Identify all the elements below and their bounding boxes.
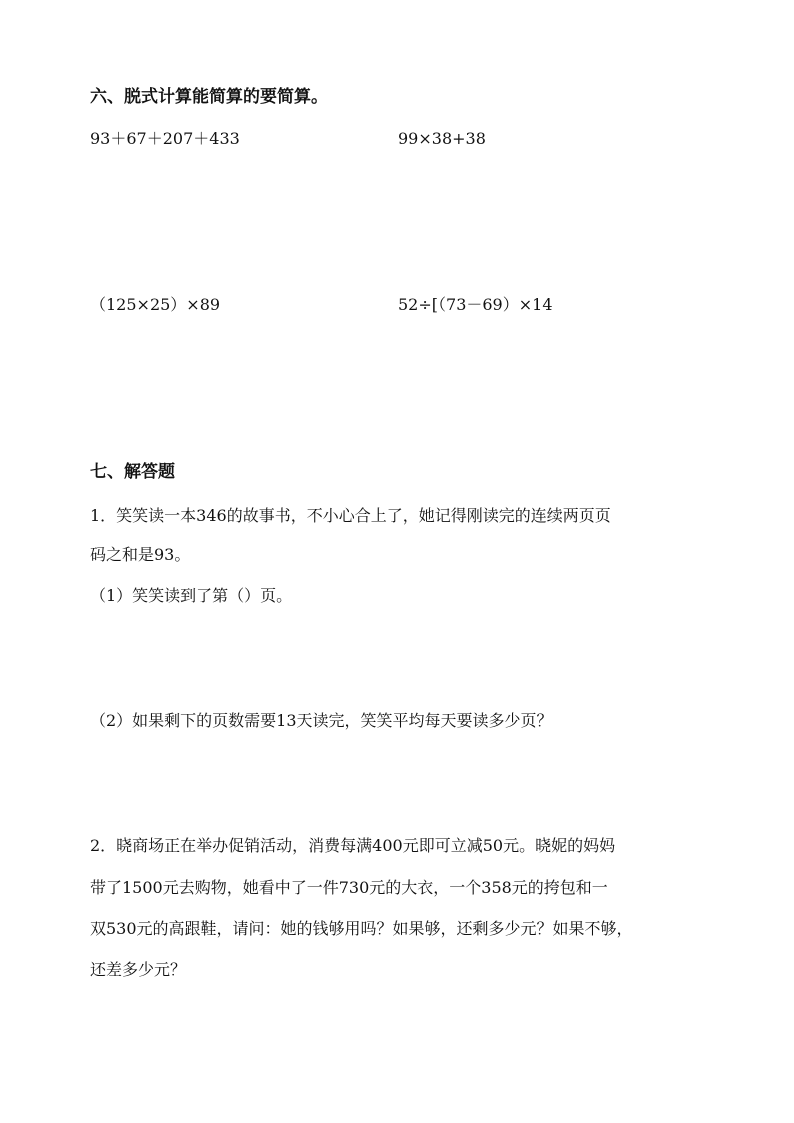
- question-2-line-4: 还差多少元？: [90, 960, 187, 979]
- section-7-heading: 七、解答题: [90, 462, 175, 482]
- question-2-line-1: 2．晓商场正在举办促销活动，消费每满400元即可立减50元。晓妮的妈妈: [90, 836, 616, 855]
- question-1-line-1: 1．笑笑读一本346的故事书，不小心合上了，她记得刚读完的连续两页页: [90, 506, 611, 525]
- question-1-line-2: 码之和是93。: [90, 545, 191, 564]
- question-2-line-2: 带了1500元去购物，她看中了一件730元的大衣，一个358元的挎包和一: [90, 878, 608, 897]
- section-6-heading: 六、脱式计算能简算的要简算。: [90, 87, 328, 107]
- question-1-part-2: （2）如果剩下的页数需要13天读完，笑笑平均每天要读多少页？: [90, 711, 553, 730]
- question-1-part-1: （1）笑笑读到了第（）页。: [90, 586, 293, 605]
- calc-problem-4: 52÷[（73－69）×14: [398, 295, 553, 314]
- calc-problem-1: 93＋67＋207＋433: [90, 129, 240, 148]
- calc-problem-3: （125×25）×89: [90, 295, 221, 314]
- calc-problem-2: 99×38+38: [398, 129, 486, 148]
- question-2-line-3: 双530元的高跟鞋，请问：她的钱够用吗？如果够，还剩多少元？如果不够，: [90, 919, 633, 938]
